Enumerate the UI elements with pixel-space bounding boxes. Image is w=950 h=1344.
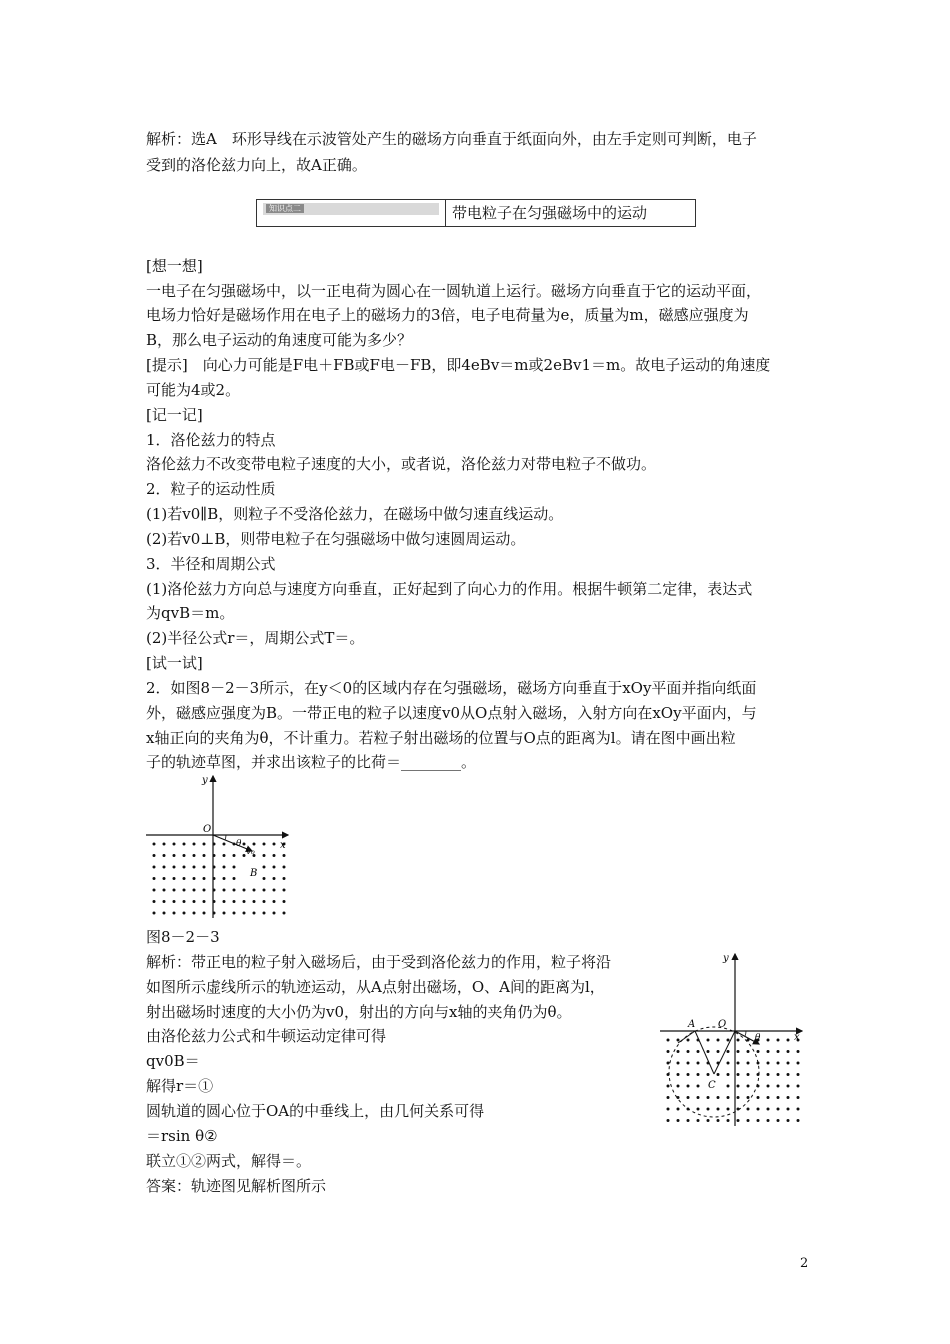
text-line: [试一试] bbox=[146, 654, 203, 672]
field-dot bbox=[697, 1096, 700, 1099]
text-line: 洛伦兹力不改变带电粒子速度的大小，或者说，洛伦兹力对带电粒子不做功。 bbox=[146, 455, 657, 473]
figure-caption: 图8－2－3 bbox=[146, 928, 220, 946]
field-dot bbox=[777, 1050, 780, 1053]
text-line: 可能为4或2。 bbox=[146, 381, 241, 399]
text-line: 1．洛伦兹力的特点 bbox=[146, 431, 276, 449]
field-dot bbox=[193, 900, 196, 903]
text-line: 电场力恰好是磁场作用在电子上的磁场力的3倍，电子电荷量为e，质量为m，磁感应强度为 bbox=[146, 306, 749, 324]
field-dot bbox=[727, 1096, 730, 1099]
field-dot bbox=[757, 1119, 760, 1122]
field-dot bbox=[687, 1073, 690, 1076]
origin-label: O bbox=[203, 824, 212, 835]
field-dot bbox=[737, 1062, 740, 1065]
origin-label: O bbox=[718, 1019, 727, 1030]
field-dot bbox=[263, 889, 266, 892]
field-dot bbox=[737, 1050, 740, 1053]
field-dot bbox=[203, 854, 206, 857]
field-dot bbox=[687, 1050, 690, 1053]
field-dot bbox=[697, 1073, 700, 1076]
field-dot bbox=[203, 843, 206, 846]
field-dot bbox=[777, 1085, 780, 1088]
page-number: 2 bbox=[800, 1256, 809, 1271]
text-line: 受到的洛伦兹力向上，故A正确。 bbox=[146, 156, 367, 174]
field-dot bbox=[283, 854, 286, 857]
field-dot bbox=[233, 866, 236, 869]
field-dot bbox=[223, 900, 226, 903]
text-line: 为qvB＝m。 bbox=[146, 604, 235, 622]
field-dot bbox=[193, 843, 196, 846]
field-dot bbox=[263, 866, 266, 869]
field-dot bbox=[263, 912, 266, 915]
field-dot bbox=[163, 889, 166, 892]
field-dot bbox=[707, 1073, 710, 1076]
figure-magnetic-field-1 bbox=[146, 770, 296, 920]
field-dot bbox=[787, 1062, 790, 1065]
field-dot bbox=[687, 1062, 690, 1065]
field-dot bbox=[717, 1096, 720, 1099]
field-dot bbox=[183, 889, 186, 892]
field-dot bbox=[173, 854, 176, 857]
field-dot bbox=[173, 866, 176, 869]
field-dot bbox=[747, 1073, 750, 1076]
field-dot bbox=[787, 1073, 790, 1076]
text-line: 如图所示虚线所示的轨迹运动，从A点射出磁场，O、A间的距离为l， bbox=[146, 978, 605, 996]
text-line: B，那么电子运动的角速度可能为多少？ bbox=[146, 331, 413, 349]
field-dot bbox=[717, 1119, 720, 1122]
field-dot bbox=[163, 854, 166, 857]
field-dot bbox=[183, 900, 186, 903]
field-dot bbox=[767, 1108, 770, 1111]
field-dot bbox=[273, 889, 276, 892]
y-axis-label: y bbox=[202, 775, 208, 786]
text-line: 解得r＝① bbox=[146, 1077, 214, 1095]
field-dot bbox=[263, 854, 266, 857]
field-dot bbox=[707, 1119, 710, 1122]
field-dot bbox=[717, 1050, 720, 1053]
text-line: 2．如图8－2－3所示，在y＜0的区域内存在匀强磁场，磁场方向垂直于xOy平面并指向纸面 bbox=[146, 679, 757, 697]
field-dot bbox=[193, 866, 196, 869]
field-dot bbox=[253, 900, 256, 903]
section-badge-cell bbox=[257, 200, 446, 226]
field-dot bbox=[163, 912, 166, 915]
theta-label: θ bbox=[236, 839, 242, 849]
field-dot bbox=[273, 912, 276, 915]
field-dot bbox=[737, 1073, 740, 1076]
field-dot bbox=[283, 912, 286, 915]
text-line: (2)半径公式r＝，周期公式T＝。 bbox=[146, 629, 365, 647]
field-dot bbox=[163, 843, 166, 846]
field-dot bbox=[777, 1039, 780, 1042]
field-dot bbox=[273, 900, 276, 903]
field-dot bbox=[777, 1062, 780, 1065]
text-line: 子的轨迹草图，并求出该粒子的比荷＝________。 bbox=[146, 753, 477, 771]
field-dot bbox=[173, 877, 176, 880]
field-dot bbox=[797, 1062, 800, 1065]
field-dot bbox=[193, 912, 196, 915]
field-dot bbox=[263, 843, 266, 846]
field-dot bbox=[183, 877, 186, 880]
field-dot bbox=[243, 889, 246, 892]
field-dot bbox=[777, 1108, 780, 1111]
field-dot bbox=[717, 1108, 720, 1111]
section-badge: 知识点二 bbox=[263, 203, 439, 215]
field-dot bbox=[777, 1119, 780, 1122]
field-dot bbox=[203, 877, 206, 880]
field-dot bbox=[283, 889, 286, 892]
text-line: 圆轨道的圆心位于OA的中垂线上，由几何关系可得 bbox=[146, 1102, 485, 1120]
field-dot bbox=[727, 1039, 730, 1042]
text-line: [记一记] bbox=[146, 406, 203, 424]
text-line: (2)若v0⊥B，则带电粒子在匀强磁场中做匀速圆周运动。 bbox=[146, 530, 526, 548]
field-dot bbox=[717, 1039, 720, 1042]
field-dot bbox=[253, 843, 256, 846]
field-dot bbox=[193, 877, 196, 880]
field-dot bbox=[243, 900, 246, 903]
field-dot bbox=[153, 866, 156, 869]
field-dot bbox=[153, 854, 156, 857]
field-dot bbox=[707, 1108, 710, 1111]
field-dot bbox=[243, 912, 246, 915]
field-dot bbox=[697, 1108, 700, 1111]
text-line: 解析：带正电的粒子射入磁场后，由于受到洛伦兹力的作用，粒子将沿 bbox=[146, 953, 612, 971]
field-dot bbox=[707, 1096, 710, 1099]
field-dot bbox=[687, 1119, 690, 1122]
field-dot bbox=[727, 1085, 730, 1088]
field-dot bbox=[183, 912, 186, 915]
field-dot bbox=[787, 1050, 790, 1053]
field-dot bbox=[797, 1119, 800, 1122]
field-dot bbox=[787, 1085, 790, 1088]
text-line: 3．半径和周期公式 bbox=[146, 555, 276, 573]
field-dot bbox=[767, 1062, 770, 1065]
text-line: 一电子在匀强磁场中，以一正电荷为圆心在一圆轨道上运行。磁场方向垂直于它的运动平面， bbox=[146, 282, 762, 300]
field-dot bbox=[283, 877, 286, 880]
field-dot bbox=[777, 1096, 780, 1099]
field-dot bbox=[153, 877, 156, 880]
field-dot bbox=[747, 1085, 750, 1088]
field-dot bbox=[223, 877, 226, 880]
field-dot bbox=[677, 1062, 680, 1065]
field-dot bbox=[283, 900, 286, 903]
field-dot bbox=[263, 877, 266, 880]
field-dot bbox=[707, 1050, 710, 1053]
field-dot bbox=[787, 1039, 790, 1042]
field-dot bbox=[677, 1050, 680, 1053]
x-axis-label: x bbox=[794, 1032, 800, 1043]
field-dot bbox=[273, 854, 276, 857]
field-dot bbox=[253, 912, 256, 915]
field-dot bbox=[203, 912, 206, 915]
field-dot bbox=[697, 1050, 700, 1053]
text-line: qv0B＝ bbox=[146, 1052, 200, 1070]
field-dot bbox=[757, 1108, 760, 1111]
text-line: [提示] 向心力可能是F电＋FB或F电－FB，即4eBv＝m或2eBv1＝m。故电子运动的角速度 bbox=[146, 356, 771, 374]
field-dot bbox=[677, 1039, 680, 1042]
field-dot bbox=[273, 877, 276, 880]
field-dot bbox=[757, 1096, 760, 1099]
field-dot bbox=[767, 1050, 770, 1053]
field-dot bbox=[727, 1108, 730, 1111]
field-dot bbox=[737, 1096, 740, 1099]
field-dot bbox=[183, 843, 186, 846]
field-dot bbox=[737, 1039, 740, 1042]
field-dot bbox=[223, 843, 226, 846]
text-line: 外，磁感应强度为B。一带正电的粒子以速度v0从O点射入磁场，入射方向在xOy平面内，与 bbox=[146, 704, 757, 722]
field-dot bbox=[163, 877, 166, 880]
field-dot bbox=[667, 1039, 670, 1042]
field-dot bbox=[667, 1119, 670, 1122]
field-dot bbox=[737, 1085, 740, 1088]
field-dot bbox=[747, 1108, 750, 1111]
field-dot bbox=[173, 843, 176, 846]
field-dot bbox=[183, 854, 186, 857]
x-axis-label: x bbox=[280, 840, 286, 851]
field-dot bbox=[697, 1062, 700, 1065]
field-dot bbox=[153, 900, 156, 903]
field-dot bbox=[667, 1085, 670, 1088]
text-line: (1)若v0∥B，则粒子不受洛伦兹力，在磁场中做匀速直线运动。 bbox=[146, 505, 564, 523]
field-dot bbox=[797, 1085, 800, 1088]
field-dot bbox=[173, 912, 176, 915]
figure-magnetic-field-2 bbox=[660, 948, 810, 1130]
text-line: 联立①②两式，解得＝。 bbox=[146, 1152, 312, 1170]
field-dot bbox=[193, 854, 196, 857]
field-dot bbox=[797, 1108, 800, 1111]
field-dot bbox=[797, 1073, 800, 1076]
field-dot bbox=[697, 1119, 700, 1122]
text-line: 射出磁场时速度的大小仍为v0，射出的方向与x轴的夹角仍为θ。 bbox=[146, 1003, 572, 1021]
field-dot bbox=[797, 1096, 800, 1099]
text-line: [想一想] bbox=[146, 257, 203, 275]
field-dot bbox=[203, 866, 206, 869]
field-dot bbox=[233, 912, 236, 915]
text-line: 2．粒子的运动性质 bbox=[146, 480, 276, 498]
field-dot bbox=[273, 843, 276, 846]
field-dot bbox=[667, 1050, 670, 1053]
field-dot bbox=[687, 1039, 690, 1042]
field-dot bbox=[667, 1096, 670, 1099]
text-line: (1)洛伦兹力方向总与速度方向垂直，正好起到了向心力的作用。根据牛顿第二定律，表达式 bbox=[146, 580, 753, 598]
field-dot bbox=[153, 912, 156, 915]
field-dot bbox=[687, 1096, 690, 1099]
field-dot bbox=[747, 1119, 750, 1122]
field-dot bbox=[667, 1062, 670, 1065]
text-line: 答案：轨迹图见解析图所示 bbox=[146, 1177, 327, 1195]
field-dot bbox=[767, 1096, 770, 1099]
field-dot bbox=[253, 889, 256, 892]
field-dot bbox=[757, 1050, 760, 1053]
field-dot bbox=[737, 1119, 740, 1122]
field-dot bbox=[797, 1050, 800, 1053]
text-line: ＝rsin θ② bbox=[146, 1127, 218, 1145]
field-dot bbox=[163, 900, 166, 903]
field-dot bbox=[243, 843, 246, 846]
section-title: 带电粒子在匀强磁场中的运动 bbox=[452, 204, 648, 222]
field-dot bbox=[787, 1108, 790, 1111]
field-dot bbox=[787, 1096, 790, 1099]
field-dot bbox=[263, 900, 266, 903]
field-dot bbox=[677, 1073, 680, 1076]
field-dot bbox=[223, 912, 226, 915]
y-axis-label: y bbox=[723, 953, 729, 964]
field-dot bbox=[747, 1050, 750, 1053]
field-dot bbox=[787, 1119, 790, 1122]
theta-label: θ bbox=[755, 1033, 761, 1043]
field-dot bbox=[747, 1062, 750, 1065]
field-dot bbox=[193, 889, 196, 892]
field-dot bbox=[727, 1050, 730, 1053]
field-dot bbox=[273, 866, 276, 869]
field-dot bbox=[233, 889, 236, 892]
field-dot bbox=[777, 1073, 780, 1076]
field-dot bbox=[223, 889, 226, 892]
field-dot bbox=[233, 900, 236, 903]
section-header bbox=[256, 199, 696, 227]
field-dot bbox=[677, 1085, 680, 1088]
field-dot bbox=[687, 1085, 690, 1088]
field-dot bbox=[707, 1039, 710, 1042]
field-dot bbox=[173, 889, 176, 892]
field-dot bbox=[203, 889, 206, 892]
field-dot bbox=[767, 1073, 770, 1076]
field-dot bbox=[183, 866, 186, 869]
field-dot bbox=[727, 1062, 730, 1065]
field-dot bbox=[767, 1039, 770, 1042]
field-dot bbox=[203, 900, 206, 903]
field-dot bbox=[233, 854, 236, 857]
velocity-label: v₀ bbox=[246, 847, 255, 857]
field-dot bbox=[153, 843, 156, 846]
field-dot bbox=[677, 1119, 680, 1122]
field-dot bbox=[173, 900, 176, 903]
field-dot bbox=[697, 1085, 700, 1088]
field-dot bbox=[747, 1096, 750, 1099]
field-dot bbox=[677, 1108, 680, 1111]
field-dot bbox=[163, 866, 166, 869]
field-dot bbox=[283, 866, 286, 869]
field-dot bbox=[727, 1119, 730, 1122]
field-dot bbox=[727, 1073, 730, 1076]
field-dot bbox=[233, 877, 236, 880]
text-line: 由洛伦兹力公式和牛顿运动定律可得 bbox=[146, 1027, 387, 1045]
field-dot bbox=[717, 1073, 720, 1076]
field-dot bbox=[223, 866, 226, 869]
field-label: B bbox=[250, 868, 258, 879]
field-dot bbox=[767, 1119, 770, 1122]
field-dot bbox=[767, 1085, 770, 1088]
text-line: 解析：选A 环形导线在示波管处产生的磁场方向垂直于纸面向外，由左手定则可判断，电子 bbox=[146, 130, 757, 148]
field-dot bbox=[667, 1108, 670, 1111]
text-line: x轴正向的夹角为θ，不计重力。若粒子射出磁场的位置与O点的距离为l。请在图中画出粒 bbox=[146, 729, 736, 747]
field-dot bbox=[223, 854, 226, 857]
point-a-label: A bbox=[688, 1019, 696, 1030]
center-c-label: C bbox=[708, 1080, 716, 1091]
field-dot bbox=[153, 889, 156, 892]
